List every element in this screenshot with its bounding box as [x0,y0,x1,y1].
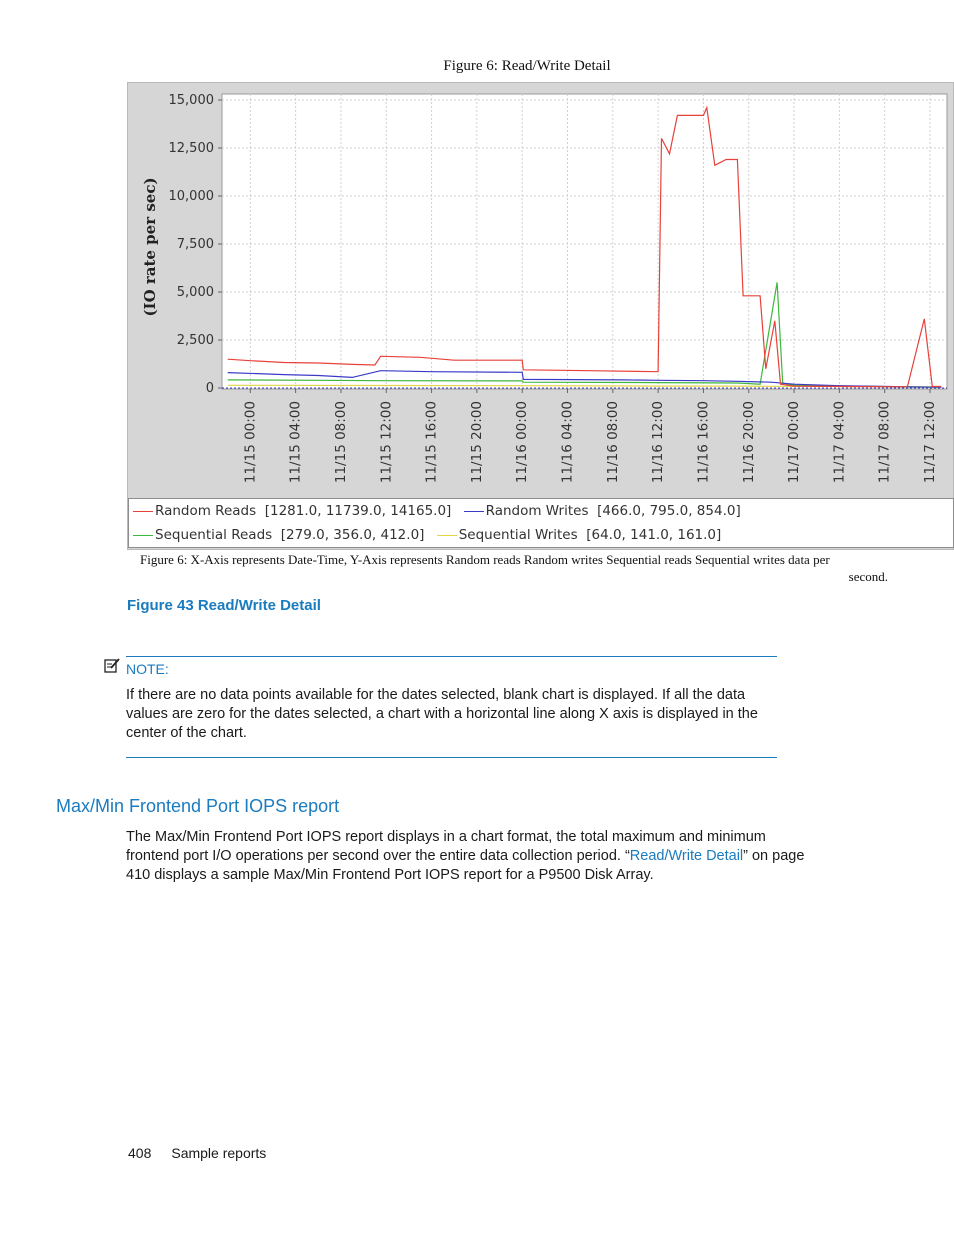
legend-swatch-random-writes [464,511,484,512]
legend-label-sequential-writes: Sequential Writes [458,527,578,543]
x-tick-label: 11/15 08:00 [332,401,349,484]
x-tick-label: 11/16 04:00 [559,401,576,484]
x-tick-label: 11/17 00:00 [786,401,803,484]
x-tick-label: 11/17 08:00 [876,401,893,484]
figure-title: Figure 6: Read/Write Detail [443,58,611,74]
page-number: 408 [128,1145,152,1161]
legend-stats-random-writes: [466.0, 795.0, 854.0] [597,503,741,519]
read-write-detail-link[interactable]: Read/Write Detail [629,848,744,864]
legend-stats-sequential-writes: [64.0, 141.0, 161.0] [586,527,722,543]
x-tick-label: 11/16 12:00 [650,401,667,484]
chart-legend [128,498,954,548]
legend-item-random-reads [133,503,451,519]
note-top-rule [126,656,777,657]
section-text-after: ” on page 410 displays a sample Max/Min Frontend Port IOPS report for a P9500 Disk Array. [126,848,805,883]
y-tick-label: 12,500 [168,141,214,156]
y-tick-label: 2,500 [176,333,214,348]
legend-label-random-reads: Random Reads [155,503,257,519]
legend-item-sequential-writes [437,527,722,543]
x-tick-label: 11/15 16:00 [423,401,440,484]
plot-area [222,94,947,389]
note-pencil-icon [103,657,121,675]
x-tick-label: 11/17 04:00 [831,401,848,484]
x-tick-label: 11/15 20:00 [468,401,485,484]
x-tick-label: 11/15 00:00 [242,401,259,484]
legend-swatch-sequential-reads [133,535,153,536]
figure-label: Figure 43 Read/Write Detail [127,597,321,614]
legend-stats-sequential-reads: [279.0, 356.0, 412.0] [280,527,425,543]
read-write-chart [127,82,954,550]
section-body [126,828,816,885]
section-heading: Max/Min Frontend Port IOPS report [56,796,340,816]
legend-item-sequential-reads [133,527,424,543]
y-tick-label: 10,000 [168,189,214,204]
x-tick-label: 11/16 16:00 [695,401,712,484]
figure-caption-line2: second. [848,569,888,584]
footer-section-name: Sample reports [171,1145,267,1161]
x-tick-label: 11/16 08:00 [604,401,621,484]
figure-caption [140,551,888,585]
legend-stats-random-reads: [1281.0, 11739.0, 14165.0] [264,503,452,519]
x-tick-label: 11/16 00:00 [514,401,531,484]
note-bottom-rule [126,757,777,758]
x-tick-label: 11/17 12:00 [922,401,939,484]
y-tick-label: 7,500 [176,237,214,252]
legend-swatch-random-reads [133,511,153,512]
x-tick-label: 11/15 12:00 [378,401,395,484]
x-tick-label: 11/16 20:00 [740,401,757,484]
section-text-before: The Max/Min Frontend Port IOPS report displays in a chart format, the total maximum and minimum frontend port I/O operations per second over the entire data collection period. “ [126,829,766,864]
legend-swatch-sequential-writes [437,535,457,536]
y-axis-label: (IO rate per sec) [141,177,159,317]
y-tick-label: 5,000 [176,285,214,300]
figure-caption-line1: Figure 6: X-Axis represents Date-Time, Y-Axis represents Random reads Random writes Sequential reads Sequential writes data per [140,552,830,567]
note-label: NOTE: [126,661,169,677]
x-tick-label: 11/15 04:00 [287,401,304,484]
legend-item-random-writes [464,503,741,519]
legend-label-random-writes: Random Writes [485,503,589,519]
y-tick-label: 15,000 [168,93,214,108]
legend-label-sequential-reads: Sequential Reads [155,527,273,543]
page-footer [128,1145,266,1161]
note-text: If there are no data points available for the dates selected, blank chart is displayed. If all the data values are zero for the dates selected, a chart with a horizontal line along X axis is displayed in the center of the chart. [126,687,758,741]
y-tick-label: 0 [205,381,214,396]
